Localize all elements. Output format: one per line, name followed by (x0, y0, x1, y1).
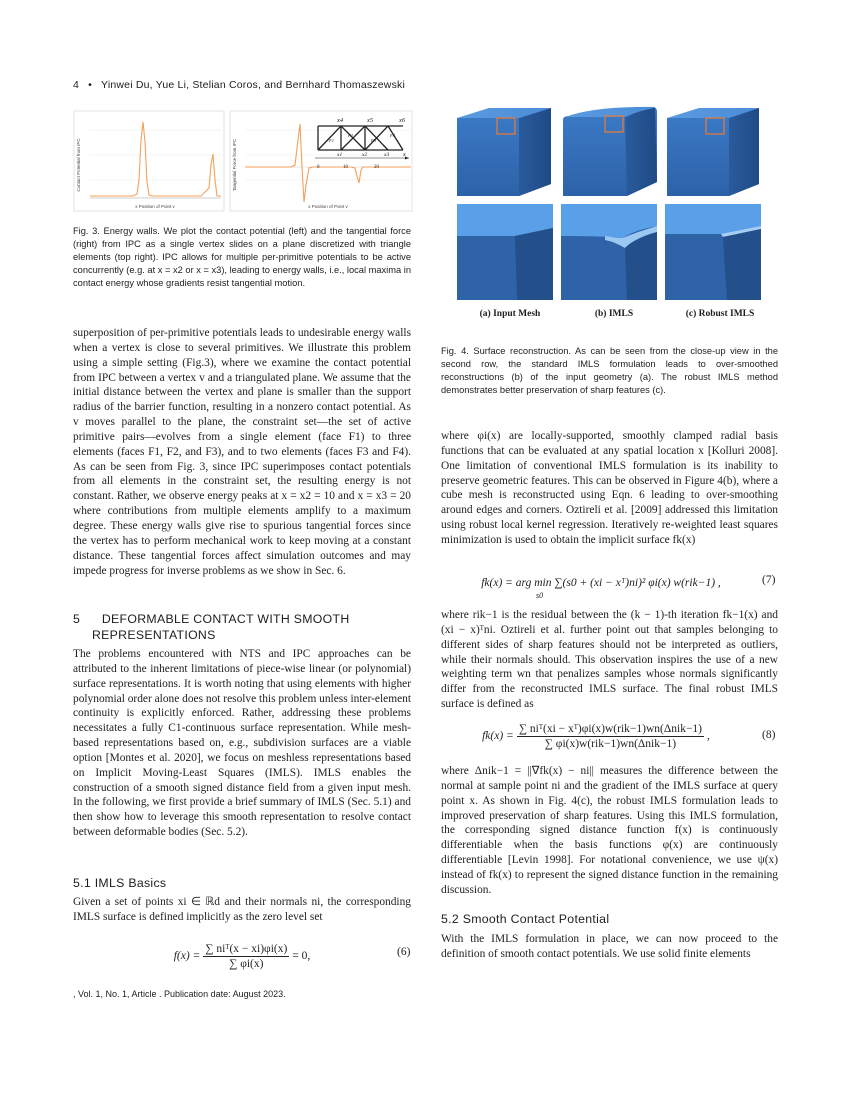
fig4-label-b: (b) IMLS (594, 309, 634, 319)
right-paragraph-1: where φi(x) are locally-supported, smoothly clamped radial basis functions that can be evaluated at any spatial location x [Kolluri 2008]. One limitation of conventional IMLS formulation is its inability to preserve geometric features. This can be observed in Figure 4(b), where a cube mesh is reconstructed using Eqn. 6 leading to over-smoothing around edges and corners. Oztireli et al. [2009] addressed this limitation using robust local kernel regression. Iteratively re-weighted least squares minimization is used to obtain the implicit surface fk(x) (441, 430, 778, 546)
left-paragraph-2: The problems encountered with NTS and IPC approaches can be attributed to the inherent limitations of piece-wise linear (or polynomial) surface representations. It is worth noting that using elements with higher polynomial order alone does not resolve this problem unless inter-element continuity is explicitly enforced. Rather, addressing these problems necessitates a fully C1-continuous surface representation. While mesh-based representations based on, e.g., subdivision surfaces are a viable option [Montes et al. 2020], we focus on meshless representations based on Implicit Moving-Least Squares (IMLS). IMLS enables the construction of a smooth signed distance field from a given input mesh. In the following, we first provide a brief summary of IMLS (Sec. 5.1) and then show how to leverage this smooth representation to resolve contact between deformable bodies (Sec. 5.2). (73, 648, 411, 839)
header-authors: Yinwei Du, Yue Li, Stelian Coros, and Bernhard Thomaszewski (101, 79, 406, 91)
right-paragraph-4: With the IMLS formulation in place, we can now proceed to the definition of smooth contact potentials. We use solid finite elements (441, 933, 778, 960)
fig3-right-xlabel: x Position of Point v (308, 204, 348, 209)
eq6-lhs: f(x) = (173, 950, 201, 962)
eq8-tag: (8) (762, 729, 776, 741)
fig3-left-xlabel: x Position of Point v (135, 204, 175, 209)
closeup-imls (561, 204, 657, 300)
fig3-left-ylabel: Contact Potential from IPC (76, 138, 81, 192)
closeup-robust-imls (665, 204, 761, 300)
right-paragraph-2: where rik−1 is the residual between the (k − 1)-th iteration fk−1(x) and (xi − x)ᵀni. Oztireli et al. further point out that samples belonging to different sides of sharp features should not be interpreted as outliers, while their normals should. This observation inspires the use of a new weighting term wn that penalizes samples whose normals significantly differ from the reconstructed IMLS surface. The final robust IMLS surface is defined as (441, 609, 778, 711)
inset-tick-0: 0 (317, 165, 320, 170)
inset-tick-20: 20 (374, 165, 379, 170)
fig4-label-c: (c) Robust IMLS (685, 309, 755, 319)
section-5-title-line2: REPRESENTATIONS (92, 628, 216, 642)
fig4-caption: Fig. 4. Surface reconstruction. As can be seen from the close-up view in the second row, the standard IMLS formulation leads to over-smoothed reconstructions (b) of the input geometry (a). The robust IMLS method demonstrates better preservation of sharp features (c). (441, 346, 778, 395)
cube-robust-imls (667, 108, 759, 196)
header-bullet: • (88, 79, 93, 91)
inset-x1: x1 (337, 152, 343, 158)
inset-f1: F1 (329, 138, 334, 143)
section-5-2-heading: 5.2 Smooth Contact Potential (441, 912, 610, 926)
fig3-plots (73, 110, 413, 214)
fig4-svg (455, 104, 779, 304)
fig4-label-a: (a) Input Mesh (479, 309, 541, 319)
fig4-images (455, 104, 779, 304)
eq6-numerator: ∑ niᵀ(x − xi)φi(x) (205, 942, 288, 955)
eq8-rhs: , (707, 730, 710, 742)
equation-7 (441, 568, 761, 598)
eq8-denominator: ∑ φi(x)w(rik−1)wn(Δnik−1) (544, 737, 677, 750)
fig3-caption: Fig. 3. Energy walls. We plot the contact potential (left) and the tangential force (right) from IPC as a single vertex slides on a plane discretized with triangle elements (top right). IPC allows for multiple per-primitive potentials to be active concurrently (e.g. at x = x2 or x = x3), leading to energy walls, i.e., local maxima in contact energy whose gradients resist tangential motion. (73, 226, 411, 288)
inset-tick-10: 10 (343, 165, 348, 170)
equation-6 (73, 934, 411, 978)
section-5-title-line1: DEFORMABLE CONTACT WITH SMOOTH (101, 612, 350, 626)
eq6-denominator: ∑ φi(x) (229, 957, 264, 970)
inset-f4: F4 (390, 133, 395, 138)
inset-x3: x3 (384, 152, 390, 158)
eq7-tag: (7) (762, 574, 776, 586)
section-5-1-heading: 5.1 IMLS Basics (73, 876, 167, 890)
eq6-rhs: = 0, (292, 950, 311, 962)
cube-input-mesh (457, 108, 551, 196)
inset-x4: x4 (337, 117, 344, 124)
inset-axis-x: x (403, 152, 406, 158)
running-header (73, 79, 405, 91)
eq6-tag: (6) (397, 946, 411, 958)
eq7-body: fk(x) = arg min ∑(s0 + (xi − xᵀ)ni)² φi(x) w(rik−1) , (481, 577, 721, 589)
closeup-input-mesh (457, 204, 553, 300)
fig3-svg (73, 110, 413, 214)
eq8-fraction (517, 723, 704, 750)
inset-x2: x2 (362, 152, 368, 158)
right-paragraph-3: where Δnik−1 = ||∇fk(x) − ni|| measures the difference between the normal at sample point ni and the gradient of the IMLS surface at query point x. As shown in Fig. 4(c), the robust IMLS formulation leads to improved preservation of sharp features. Using this IMLS formulation, the corresponding signed distance function f(x) is continuously differentiable when the basis functions φ(x) are continuously differentiable [Levin 1998]. For notational convenience, we use ψ(x) instead of fk(x) to represent the signed distance function in the remaining discussion. (441, 765, 778, 896)
eq6-fraction (203, 943, 289, 970)
inset-x5: x5 (367, 117, 374, 124)
eq7-subscript: s0 (536, 591, 544, 600)
eq8-lhs: fk(x) = (482, 730, 514, 742)
fig3-right-ylabel: Tangential Force from IPC (232, 138, 237, 192)
section-5-number: 5 (73, 612, 81, 626)
left-paragraph-3: Given a set of points xi ∈ ℝd and their normals ni, the corresponding IMLS surface is defined implicitly as the zero level set (73, 896, 411, 923)
eq8-numerator: ∑ niᵀ(xi − xᵀ)φi(x)w(rik−1)wn(Δnik−1) (518, 722, 703, 735)
inset-x6: x6 (399, 117, 406, 124)
cube-imls (563, 107, 657, 196)
inset-f2: F2 (348, 133, 353, 138)
left-paragraph-1: superposition of per-primitive potentials leads to undesirable energy walls when a vertex is close to several primitives. We illustrate this problem using a simple setting (Fig.3), where we examine the contact potential from IPC between a vertex v and a triangulated plane. We assume that the initial distance between the vertex and plane is smaller than the support radius of the barrier function, resulting in a nonzero contact potential. As v moves parallel to the plane, the constraint set—the set of active primitive pairs—evolves from a single element (face F1) to three elements (faces F1, F2, and F3), and to two elements (faces F3 and F4). As can be seen from Fig. 3, since IPC superimposes contact potentials from all elements in the constraint set, the resulting energy is not constant. Rather, we observe energy peaks at x = x2 = 10 and x = x3 = 20 where contributions from multiple elements amplify to a maximum degree. These energy walls give rise to spurious tangential forces since the vertex has to perform mechanical work to keep moving at a constant distance. These tangential forces affect simulation outcomes and may impede progress for inverse problems as we show in Sec. 6. (73, 327, 411, 577)
equation-8 (441, 714, 751, 758)
inset-f3: F3 (371, 138, 376, 143)
page-footer: , Vol. 1, No. 1, Article . Publication date: August 2023. (73, 989, 286, 999)
page-number: 4 (73, 79, 80, 91)
section-5-heading (73, 612, 350, 626)
